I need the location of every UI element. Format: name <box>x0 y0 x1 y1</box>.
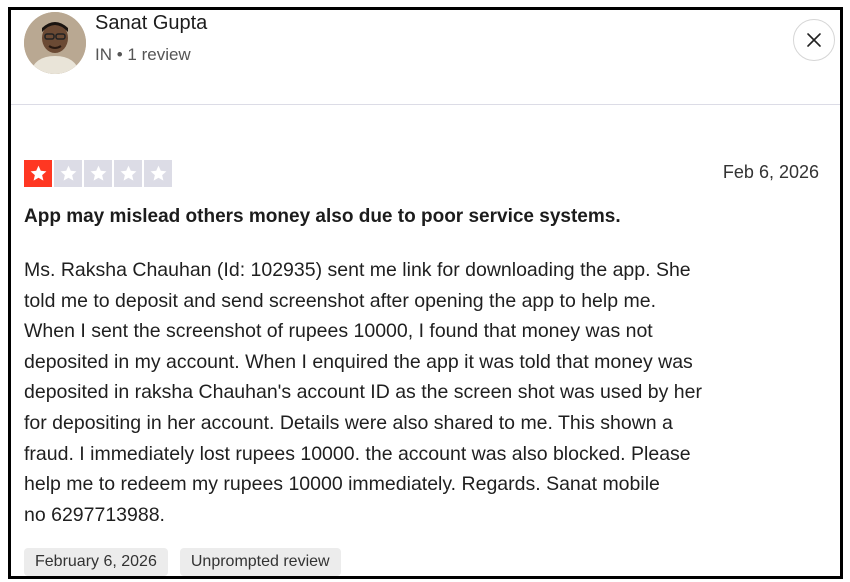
review-body-line: deposited in my account. When I enquired the app it was told that money was <box>24 350 693 373</box>
close-button[interactable] <box>793 19 835 61</box>
review-body-line: fraud. I immediately lost rupees 10000. the account was also blocked. Please <box>24 442 691 465</box>
star-icon <box>54 160 82 187</box>
review-body-line: for depositing in her account. Details were also shared to me. This shown a <box>24 411 673 434</box>
review-title: App may mislead others money also due to poor service systems. <box>24 206 621 227</box>
review-body-line: told me to deposit and send screenshot after opening the app to help me. <box>24 289 657 312</box>
review-date: Feb 6, 2026 <box>722 162 819 182</box>
review-body-line: Ms. Raksha Chauhan (Id: 102935) sent me link for downloading the app. She <box>24 259 691 281</box>
star-icon <box>24 160 52 187</box>
close-icon <box>806 32 822 48</box>
review-body-line: no 6297713988. <box>24 503 165 526</box>
star-icon <box>144 160 172 187</box>
reviewer-name: Sanat Gupta <box>95 12 208 34</box>
avatar <box>24 12 86 74</box>
review-body-line: When I sent the screenshot of rupees 10000, I found that money was not <box>24 320 653 343</box>
date-tag: February 6, 2026 <box>24 548 168 576</box>
unprompted-tag: Unprompted review <box>180 548 341 576</box>
reviewer-meta: IN • 1 review <box>95 45 191 64</box>
review-body <box>24 255 824 530</box>
star-rating <box>24 160 172 187</box>
review-tags <box>24 548 341 576</box>
review-modal <box>8 7 843 579</box>
star-icon <box>114 160 142 187</box>
star-icon <box>84 160 112 187</box>
review-body-line: deposited in raksha Chauhan's account ID as the screen shot was used by her <box>24 381 702 404</box>
review-body-line: help me to redeem my rupees 10000 immediately. Regards. Sanat mobile <box>24 473 660 496</box>
reviewer-header <box>11 10 840 105</box>
